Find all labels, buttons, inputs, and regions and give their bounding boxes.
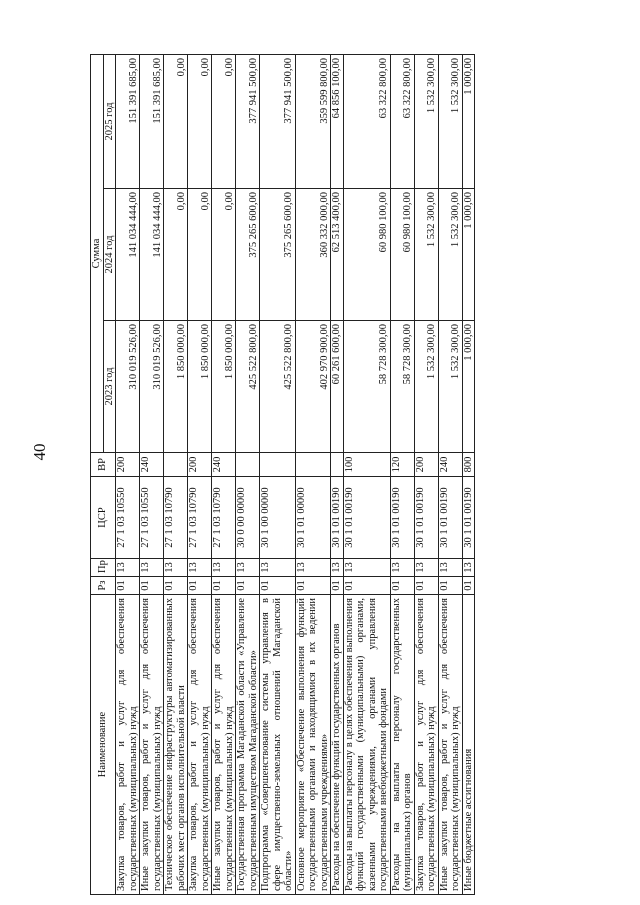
cell-y2025: 359 599 800,00 (295, 54, 331, 188)
cell-pr: 13 (164, 559, 188, 577)
header-name: Наименование (91, 595, 116, 895)
cell-y2023: 310 019 526,00 (116, 321, 140, 453)
cell-y2024: 60 980 100,00 (343, 189, 390, 321)
table-row (116, 54, 140, 894)
cell-name: Иные бюджетные ассигнования (462, 595, 475, 895)
cell-pr: 13 (414, 559, 438, 577)
cell-pr: 13 (236, 559, 260, 577)
table-row (140, 54, 164, 894)
cell-y2024: 62 513 400,00 (331, 189, 344, 321)
cell-y2024: 360 332 000,00 (295, 189, 331, 321)
cell-rz: 01 (260, 577, 296, 595)
cell-y2025: 0,00 (212, 54, 236, 188)
table-row (343, 54, 390, 894)
cell-csr: 30 1 00 00000 (260, 477, 296, 559)
cell-vr: 200 (116, 453, 140, 477)
cell-y2023: 1 850 000,00 (188, 321, 212, 453)
cell-vr: 100 (343, 453, 390, 477)
table-row (236, 54, 260, 894)
cell-pr: 13 (260, 559, 296, 577)
cell-y2023: 402 970 900,00 (295, 321, 331, 453)
cell-y2024: 375 265 600,00 (260, 189, 296, 321)
cell-y2024: 141 034 444,00 (116, 189, 140, 321)
cell-csr: 30 0 00 00000 (236, 477, 260, 559)
cell-csr: 30 1 01 00190 (343, 477, 390, 559)
cell-pr: 13 (390, 559, 414, 577)
cell-name: Иные закупки товаров, работ и услуг для обеспечения государственных (муниципальных) нужд (140, 595, 164, 895)
rotated-page (90, 55, 610, 895)
table-row (260, 54, 296, 894)
cell-name: Техническое обеспечение инфраструктуры автоматизированных рабочих мест органов исполнительной власти (164, 595, 188, 895)
cell-vr: 200 (188, 453, 212, 477)
cell-rz: 01 (164, 577, 188, 595)
cell-name: Закупка товаров, работ и услуг для обеспечения государственных (муниципальных) нужд (414, 595, 438, 895)
cell-y2023: 1 850 000,00 (164, 321, 188, 453)
cell-pr: 13 (212, 559, 236, 577)
cell-csr: 30 1 01 00000 (295, 477, 331, 559)
cell-rz: 01 (343, 577, 390, 595)
table-row (212, 54, 236, 894)
cell-rz: 01 (331, 577, 344, 595)
header-pr: Пр (91, 559, 116, 577)
cell-y2023: 58 728 300,00 (390, 321, 414, 453)
cell-vr (260, 453, 296, 477)
budget-table (90, 54, 475, 895)
cell-name: Закупка товаров, работ и услуг для обеспечения государственных (муниципальных) нужд (116, 595, 140, 895)
cell-pr: 13 (343, 559, 390, 577)
cell-csr: 30 1 01 00190 (414, 477, 438, 559)
table-row (331, 54, 344, 894)
table-row (390, 54, 414, 894)
cell-vr (295, 453, 331, 477)
cell-pr: 13 (116, 559, 140, 577)
cell-name: Подпрограмма «Совершенствование системы управления в сфере имущественно-земельных отношений Магаданской области» (260, 595, 296, 895)
cell-y2024: 0,00 (212, 189, 236, 321)
cell-y2023: 1 000,00 (462, 321, 475, 453)
cell-csr: 30 1 01 00190 (390, 477, 414, 559)
cell-y2025: 0,00 (164, 54, 188, 188)
cell-rz: 01 (414, 577, 438, 595)
table-body (116, 54, 475, 894)
cell-y2025: 64 856 100,00 (331, 54, 344, 188)
cell-y2024: 1 000,00 (462, 189, 475, 321)
cell-rz: 01 (438, 577, 462, 595)
cell-y2025: 1 532 300,00 (414, 54, 438, 188)
cell-y2023: 425 522 800,00 (236, 321, 260, 453)
cell-pr: 13 (188, 559, 212, 577)
cell-pr: 13 (331, 559, 344, 577)
cell-y2023: 1 532 300,00 (414, 321, 438, 453)
cell-name: Закупка товаров, работ и услуг для обеспечения государственных (муниципальных) нужд (188, 595, 212, 895)
cell-vr: 240 (438, 453, 462, 477)
cell-y2025: 377 941 500,00 (260, 54, 296, 188)
cell-y2023: 1 532 300,00 (438, 321, 462, 453)
cell-y2024: 0,00 (164, 189, 188, 321)
table-row (295, 54, 331, 894)
cell-csr: 27 1 03 10550 (116, 477, 140, 559)
cell-y2024: 0,00 (188, 189, 212, 321)
cell-vr: 240 (212, 453, 236, 477)
header-csr: ЦСР (91, 477, 116, 559)
cell-y2025: 63 322 800,00 (390, 54, 414, 188)
cell-rz: 01 (462, 577, 475, 595)
table-row (188, 54, 212, 894)
header-2025: 2025 год (103, 54, 116, 188)
cell-vr: 240 (140, 453, 164, 477)
cell-y2024: 375 265 600,00 (236, 189, 260, 321)
cell-name: Расходы на обеспечение функций государственных органов (331, 595, 344, 895)
cell-rz: 01 (295, 577, 331, 595)
cell-csr: 27 1 03 10790 (212, 477, 236, 559)
table-row (164, 54, 188, 894)
cell-y2024: 1 532 300,00 (438, 189, 462, 321)
cell-pr: 13 (438, 559, 462, 577)
cell-y2023: 58 728 300,00 (343, 321, 390, 453)
cell-vr: 200 (414, 453, 438, 477)
cell-pr: 13 (295, 559, 331, 577)
cell-csr: 27 1 03 10790 (164, 477, 188, 559)
cell-y2025: 151 391 685,00 (140, 54, 164, 188)
cell-rz: 01 (116, 577, 140, 595)
cell-vr (331, 453, 344, 477)
cell-y2025: 0,00 (188, 54, 212, 188)
cell-y2025: 1 000,00 (462, 54, 475, 188)
cell-y2025: 63 322 800,00 (343, 54, 390, 188)
cell-vr (164, 453, 188, 477)
table-row (438, 54, 462, 894)
cell-rz: 01 (236, 577, 260, 595)
cell-y2025: 377 941 500,00 (236, 54, 260, 188)
cell-csr: 30 1 01 00190 (331, 477, 344, 559)
cell-name: Иные закупки товаров, работ и услуг для обеспечения государственных (муниципальных) нужд (438, 595, 462, 895)
header-vr: ВР (91, 453, 116, 477)
cell-y2023: 60 261 600,00 (331, 321, 344, 453)
cell-rz: 01 (188, 577, 212, 595)
cell-y2024: 141 034 444,00 (140, 189, 164, 321)
cell-vr (236, 453, 260, 477)
cell-csr: 27 1 03 10550 (140, 477, 164, 559)
header-rz: Рз (91, 577, 116, 595)
cell-y2023: 310 019 526,00 (140, 321, 164, 453)
cell-name: Основное мероприятие «Обеспечение выполнения функций государственными органами и находящимися в их ведении государственными учреждениями» (295, 595, 331, 895)
table-row (462, 54, 475, 894)
cell-pr: 13 (140, 559, 164, 577)
cell-vr: 800 (462, 453, 475, 477)
cell-y2025: 151 391 685,00 (116, 54, 140, 188)
cell-y2024: 60 980 100,00 (390, 189, 414, 321)
cell-vr: 120 (390, 453, 414, 477)
table-row (414, 54, 438, 894)
cell-pr: 13 (462, 559, 475, 577)
cell-y2023: 1 850 000,00 (212, 321, 236, 453)
cell-y2023: 425 522 800,00 (260, 321, 296, 453)
header-2023: 2023 год (103, 321, 116, 453)
cell-name: Расходы на выплаты персоналу в целях обеспечения выполнения функций государственными (муниципальными) органами, казенными учреждениями, органами управления государственными внебюджетными фондами (343, 595, 390, 895)
cell-y2025: 1 532 300,00 (438, 54, 462, 188)
cell-csr: 27 1 03 10790 (188, 477, 212, 559)
cell-csr: 30 1 01 00190 (438, 477, 462, 559)
cell-rz: 01 (390, 577, 414, 595)
cell-name: Расходы на выплаты персоналу государственных (муниципальных) органов (390, 595, 414, 895)
cell-name: Иные закупки товаров, работ и услуг для обеспечения государственных (муниципальных) нужд (212, 595, 236, 895)
cell-y2024: 1 532 300,00 (414, 189, 438, 321)
cell-csr: 30 1 01 00190 (462, 477, 475, 559)
header-sum: Сумма (91, 54, 104, 452)
cell-rz: 01 (212, 577, 236, 595)
cell-rz: 01 (140, 577, 164, 595)
cell-name: Государственная программа Магаданской области «Управление государственным имуществом Магаданской области» (236, 595, 260, 895)
header-2024: 2024 год (103, 189, 116, 321)
